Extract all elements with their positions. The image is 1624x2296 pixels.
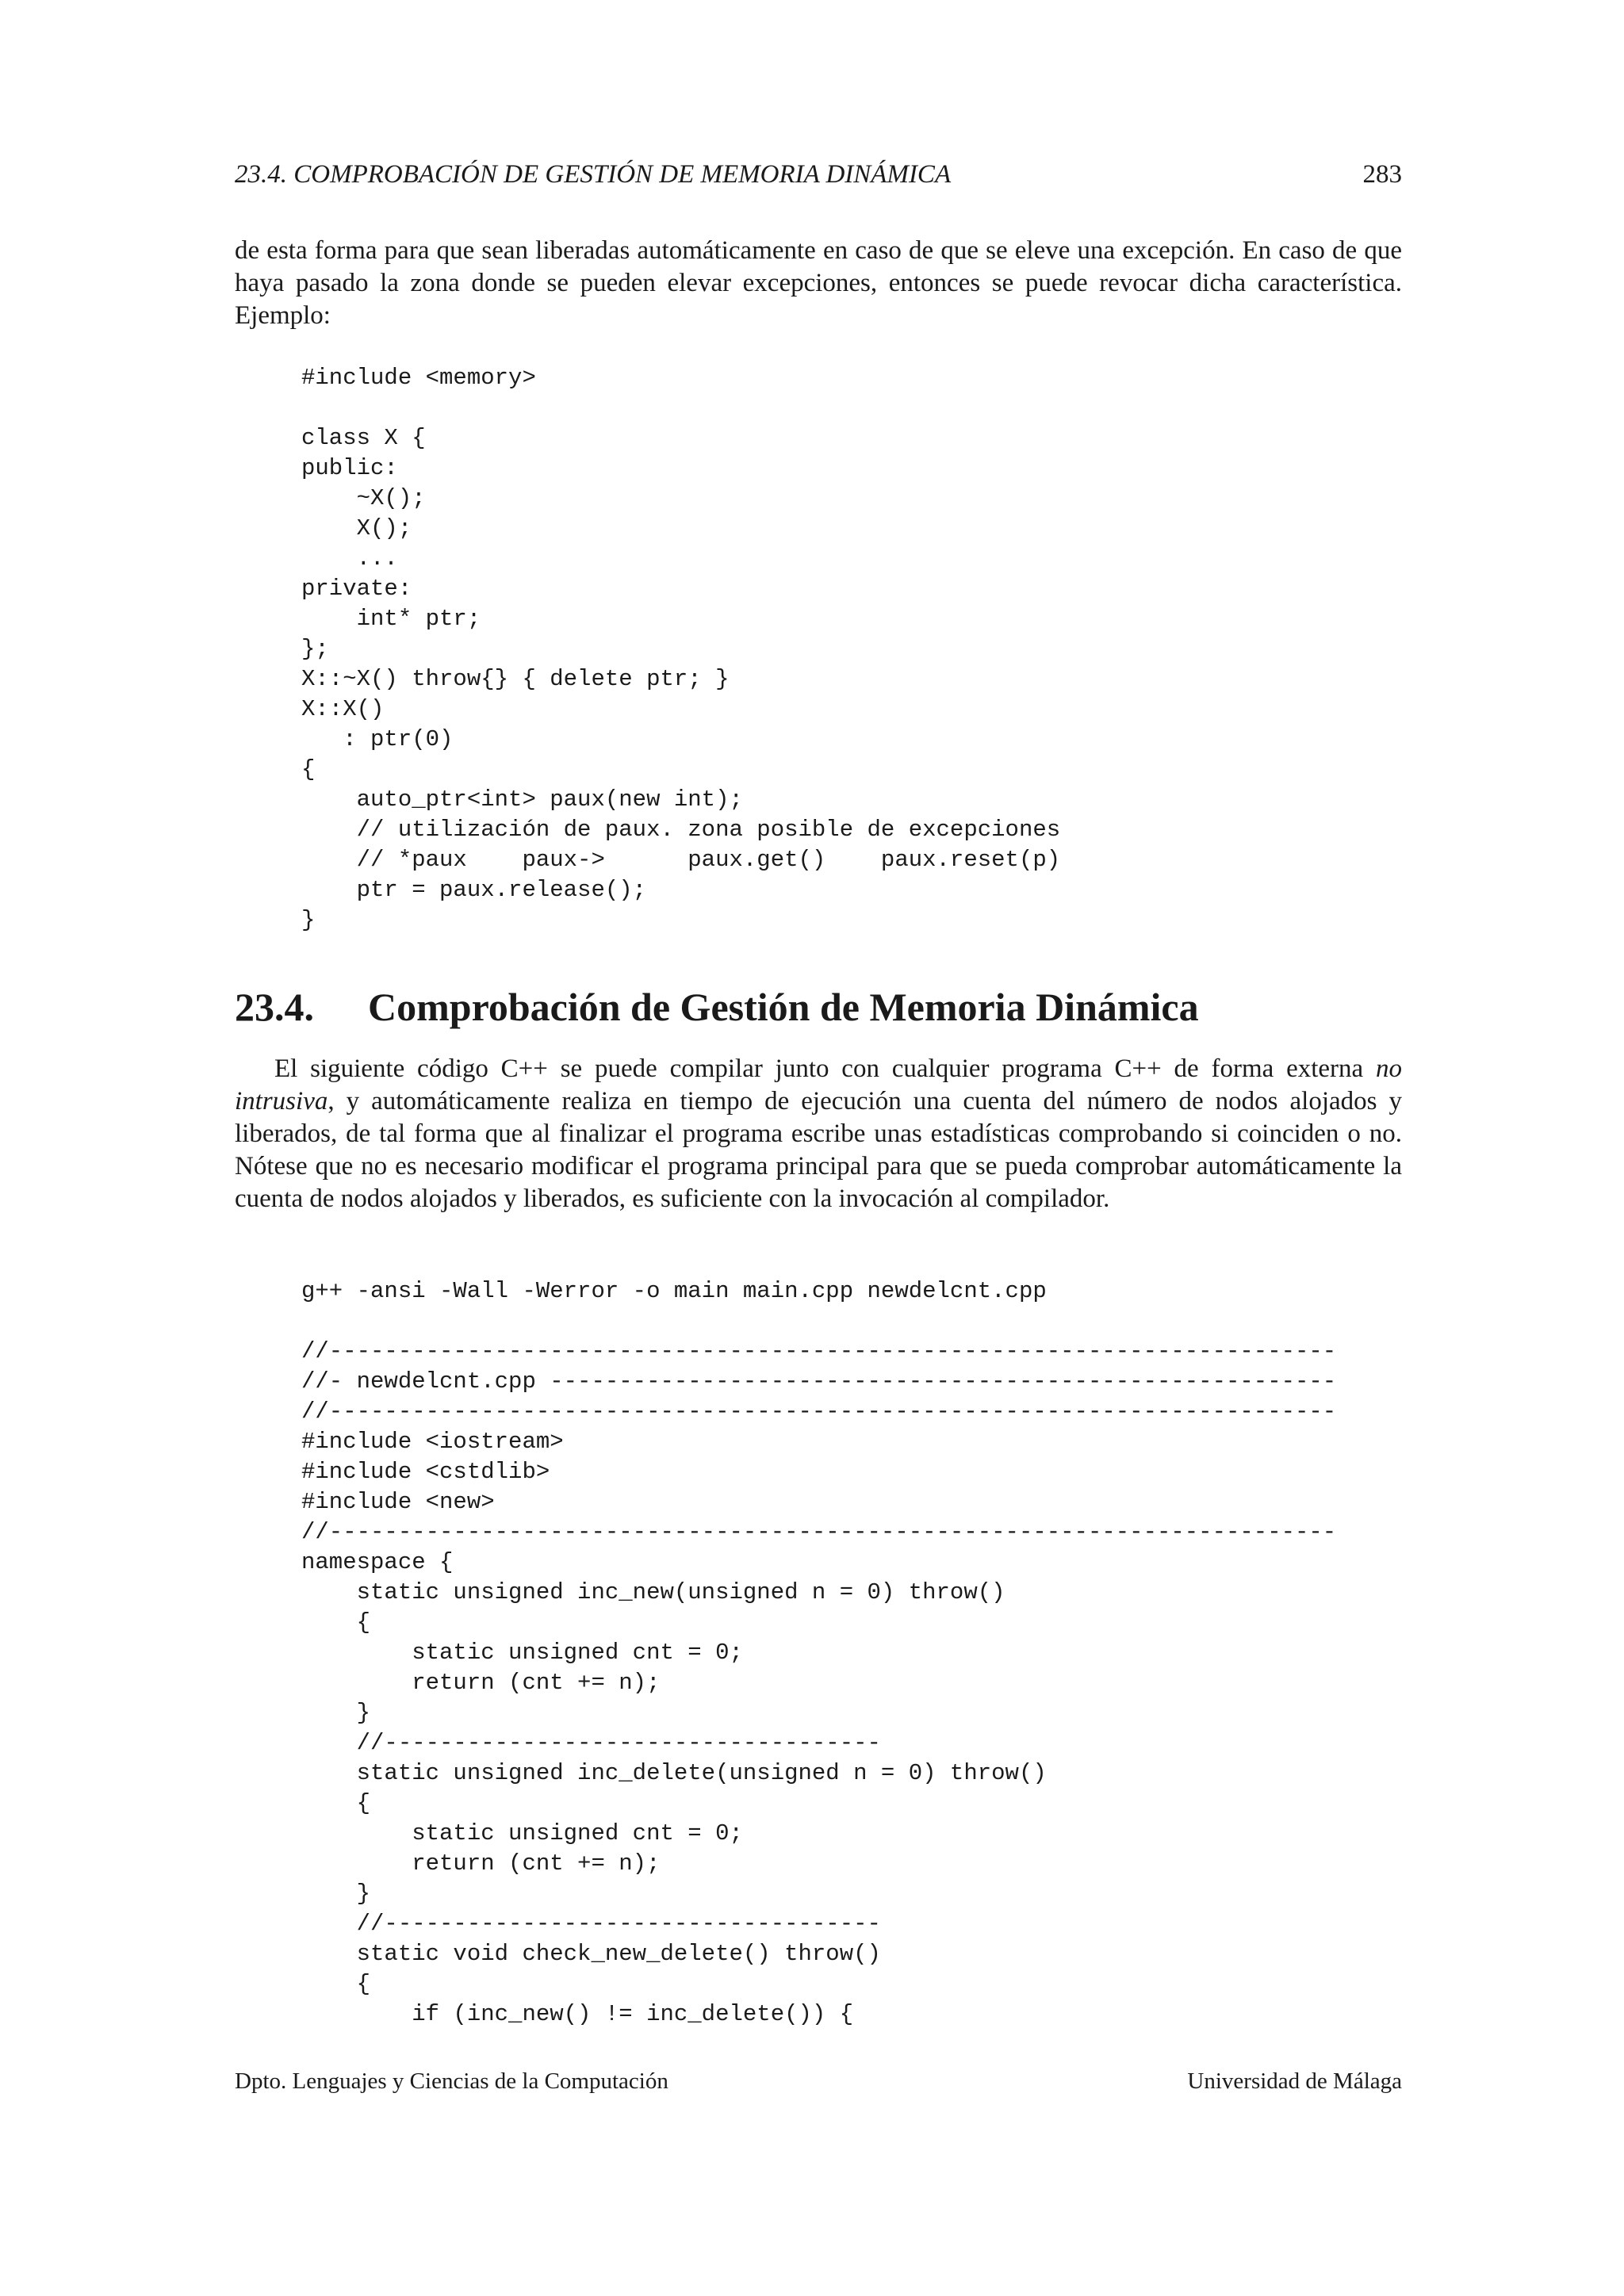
- section-number: 23.4.: [235, 985, 314, 1029]
- running-title: 23.4. COMPROBACIÓN DE GESTIÓN DE MEMORIA DINÁMICA: [235, 160, 952, 189]
- running-header: [235, 155, 1402, 193]
- code-example-auto-ptr: #include <memory> class X { public: ~X(); X(); ... private: int* ptr; }; X::~X() throw{} { delete ptr; } X::X() : ptr(0) { auto_ptr<int> paux(new int); // utilización de paux. zona posible de excepciones // *paux paux-> paux.get() paux.reset(p) ptr = paux.release(); }: [301, 365, 1061, 933]
- page-footer: [235, 2064, 1402, 2098]
- section-title: Comprobación de Gestión de Memoria Dinámica: [368, 985, 1199, 1029]
- footer-university: Universidad de Málaga: [1187, 2068, 1402, 2094]
- section-heading: [235, 980, 1402, 1034]
- page-number: 283: [1362, 160, 1402, 189]
- section-paragraph: [235, 1053, 1402, 1215]
- paragraph-emphasis: no intrusiva: [235, 1054, 1402, 1115]
- footer-department: Dpto. Lenguajes y Ciencias de la Computación: [235, 2068, 668, 2094]
- intro-paragraph: de esta forma para que sean liberadas automáticamente en caso de que se eleve una excepción. En caso de que haya pasado la zona donde se pueden elevar excepciones, entonces se puede revocar dicha característica. Ejemplo:: [235, 236, 1402, 330]
- compile-command: g++ -ansi -Wall -Werror -o main main.cpp newdelcnt.cpp: [301, 1278, 1047, 1304]
- paragraph-text-start: El siguiente código C++ se puede compilar junto con cualquier programa C++ de forma externa: [274, 1054, 1376, 1083]
- paragraph-text-end: , y automáticamente realiza en tiempo de ejecución una cuenta del número de nodos alojados y liberados, de tal forma que al finalizar el programa escribe unas estadísticas comprobando si coinciden o no. Nótese que no es necesario modificar el programa principal para que se pueda comprobar automáticamente la cuenta de nodos alojados y liberados, es suficiente con la invocación al compilador.: [235, 1087, 1402, 1213]
- code-listing-newdelcnt: //------------------------------------------------------------------------- //- newdelcnt.cpp --------------------------------------------------------- //------------------------------------------------------------------------- #include <iostream> #include <cstdlib> #include <new> //------------------------------------------------------------------------- namespace { static unsigned inc_new(unsigned n = 0) throw() { static unsigned cnt = 0; return (cnt += n); } //------------------------------------ static unsigned inc_delete(unsigned n = 0) throw() { static unsigned cnt = 0; return (cnt += n); } //------------------------------------ static void check_new_delete() throw() { if (inc_new() != inc_delete()) {: [301, 1338, 1337, 2027]
